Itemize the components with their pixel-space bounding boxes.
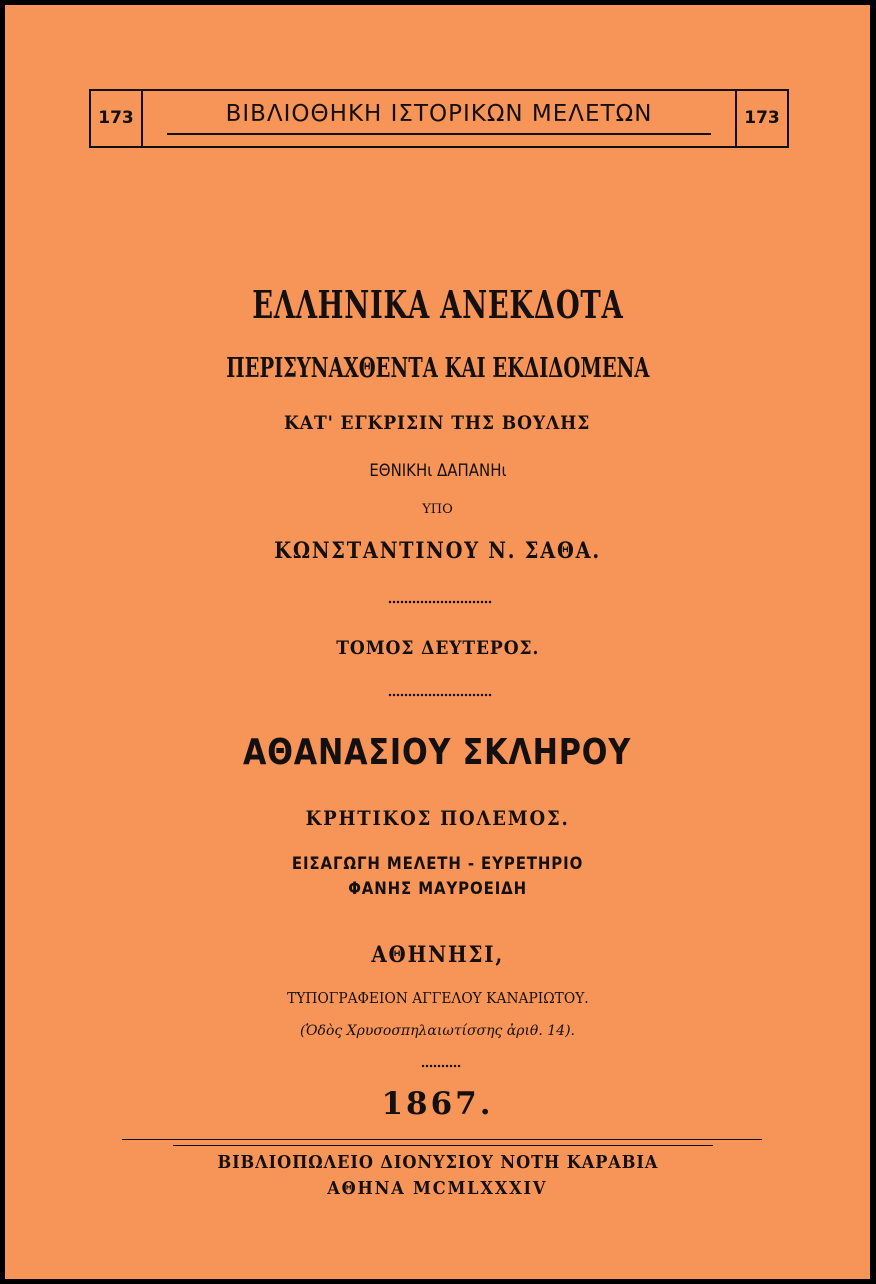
series-rule-bottom [89, 146, 789, 148]
series-title: ΒΙΒΛΙΟΘΗΚΗ ΙΣΤΟΡΙΚΩΝ ΜΕΛΕΤΩΝ [225, 101, 653, 127]
imprint-city: ΑΘΗΝΗΣΙ, [371, 942, 504, 968]
by-line: ΥΠΟ [422, 502, 453, 517]
series-rule-top [89, 89, 789, 91]
main-title: ΕΛΛΗΝΙΚΑ ΑΝΕΚΔΟΤΑ [251, 282, 624, 327]
publication-year: 1867. [381, 1086, 494, 1122]
approval-line: ΚΑΤ' ΕΓΚΡΙΣΙΝ ΤΗΣ ΒΟΥΛΗΣ [284, 412, 591, 434]
intro-line: ΕΙΣΑΓΩΓΗ ΜΕΛΕΤΗ - ΕΥΡΕΤΗΡΙΟ [291, 854, 584, 874]
reprint-publisher: ΒΙΒΛΙΟΠΩΛΕΙΟ ΔΙΟΝΥΣΙΟΥ ΝΟΤΗ ΚΑΡΑΒΙΑ [217, 1152, 658, 1173]
work-author: ΑΘΑΝΑΣΙΟΥ ΣΚΛΗΡΟΥ [243, 732, 632, 773]
divider-rule [173, 1145, 713, 1146]
series-header [89, 89, 789, 148]
book-cover [5, 5, 870, 1279]
subtitle: ΠΕΡΙΣΥΝΑΧΘΕΝΤΑ ΚΑΙ ΕΚΔΙΔΟΜΕΝΑ [225, 353, 650, 384]
ornament-divider [388, 600, 492, 604]
volume-label: ΤΟΜΟΣ ΔΕΥΤΕΡΟΣ. [335, 637, 540, 659]
editor-name: ΦΑΝΗΣ ΜΑΥΡΟΕΙΔΗ [348, 879, 527, 899]
series-number-right: 173 [735, 89, 789, 146]
ornament-divider-small [421, 1064, 461, 1068]
divider-rule [122, 1139, 762, 1140]
series-number-left: 173 [89, 89, 143, 146]
address-line: (Ὁδὸς Χρυσοσπηλαιωτίσσης ἀριθ. 14). [300, 1023, 575, 1039]
work-title: ΚΡΗΤΙΚΟΣ ΠΟΛΕΜΟΣ. [305, 806, 570, 830]
series-title-underline [167, 133, 711, 135]
reprint-place-year: ΑΘΗΝΑ MCMLXXXIV [327, 1178, 548, 1199]
funding-line: ΕΘΝΙΚΗι ΔΑΠΑΝΗι [368, 461, 507, 481]
ornament-divider [388, 693, 492, 697]
printer-line: ΤΥΠΟΓΡΑΦΕΙΟΝ ΑΓΓΕΛΟΥ ΚΑΝΑΡΙΩΤΟΥ. [286, 989, 589, 1007]
collection-author: ΚΩΝΣΤΑΝΤΙΝΟΥ Ν. ΣΑΘΑ. [274, 538, 601, 564]
